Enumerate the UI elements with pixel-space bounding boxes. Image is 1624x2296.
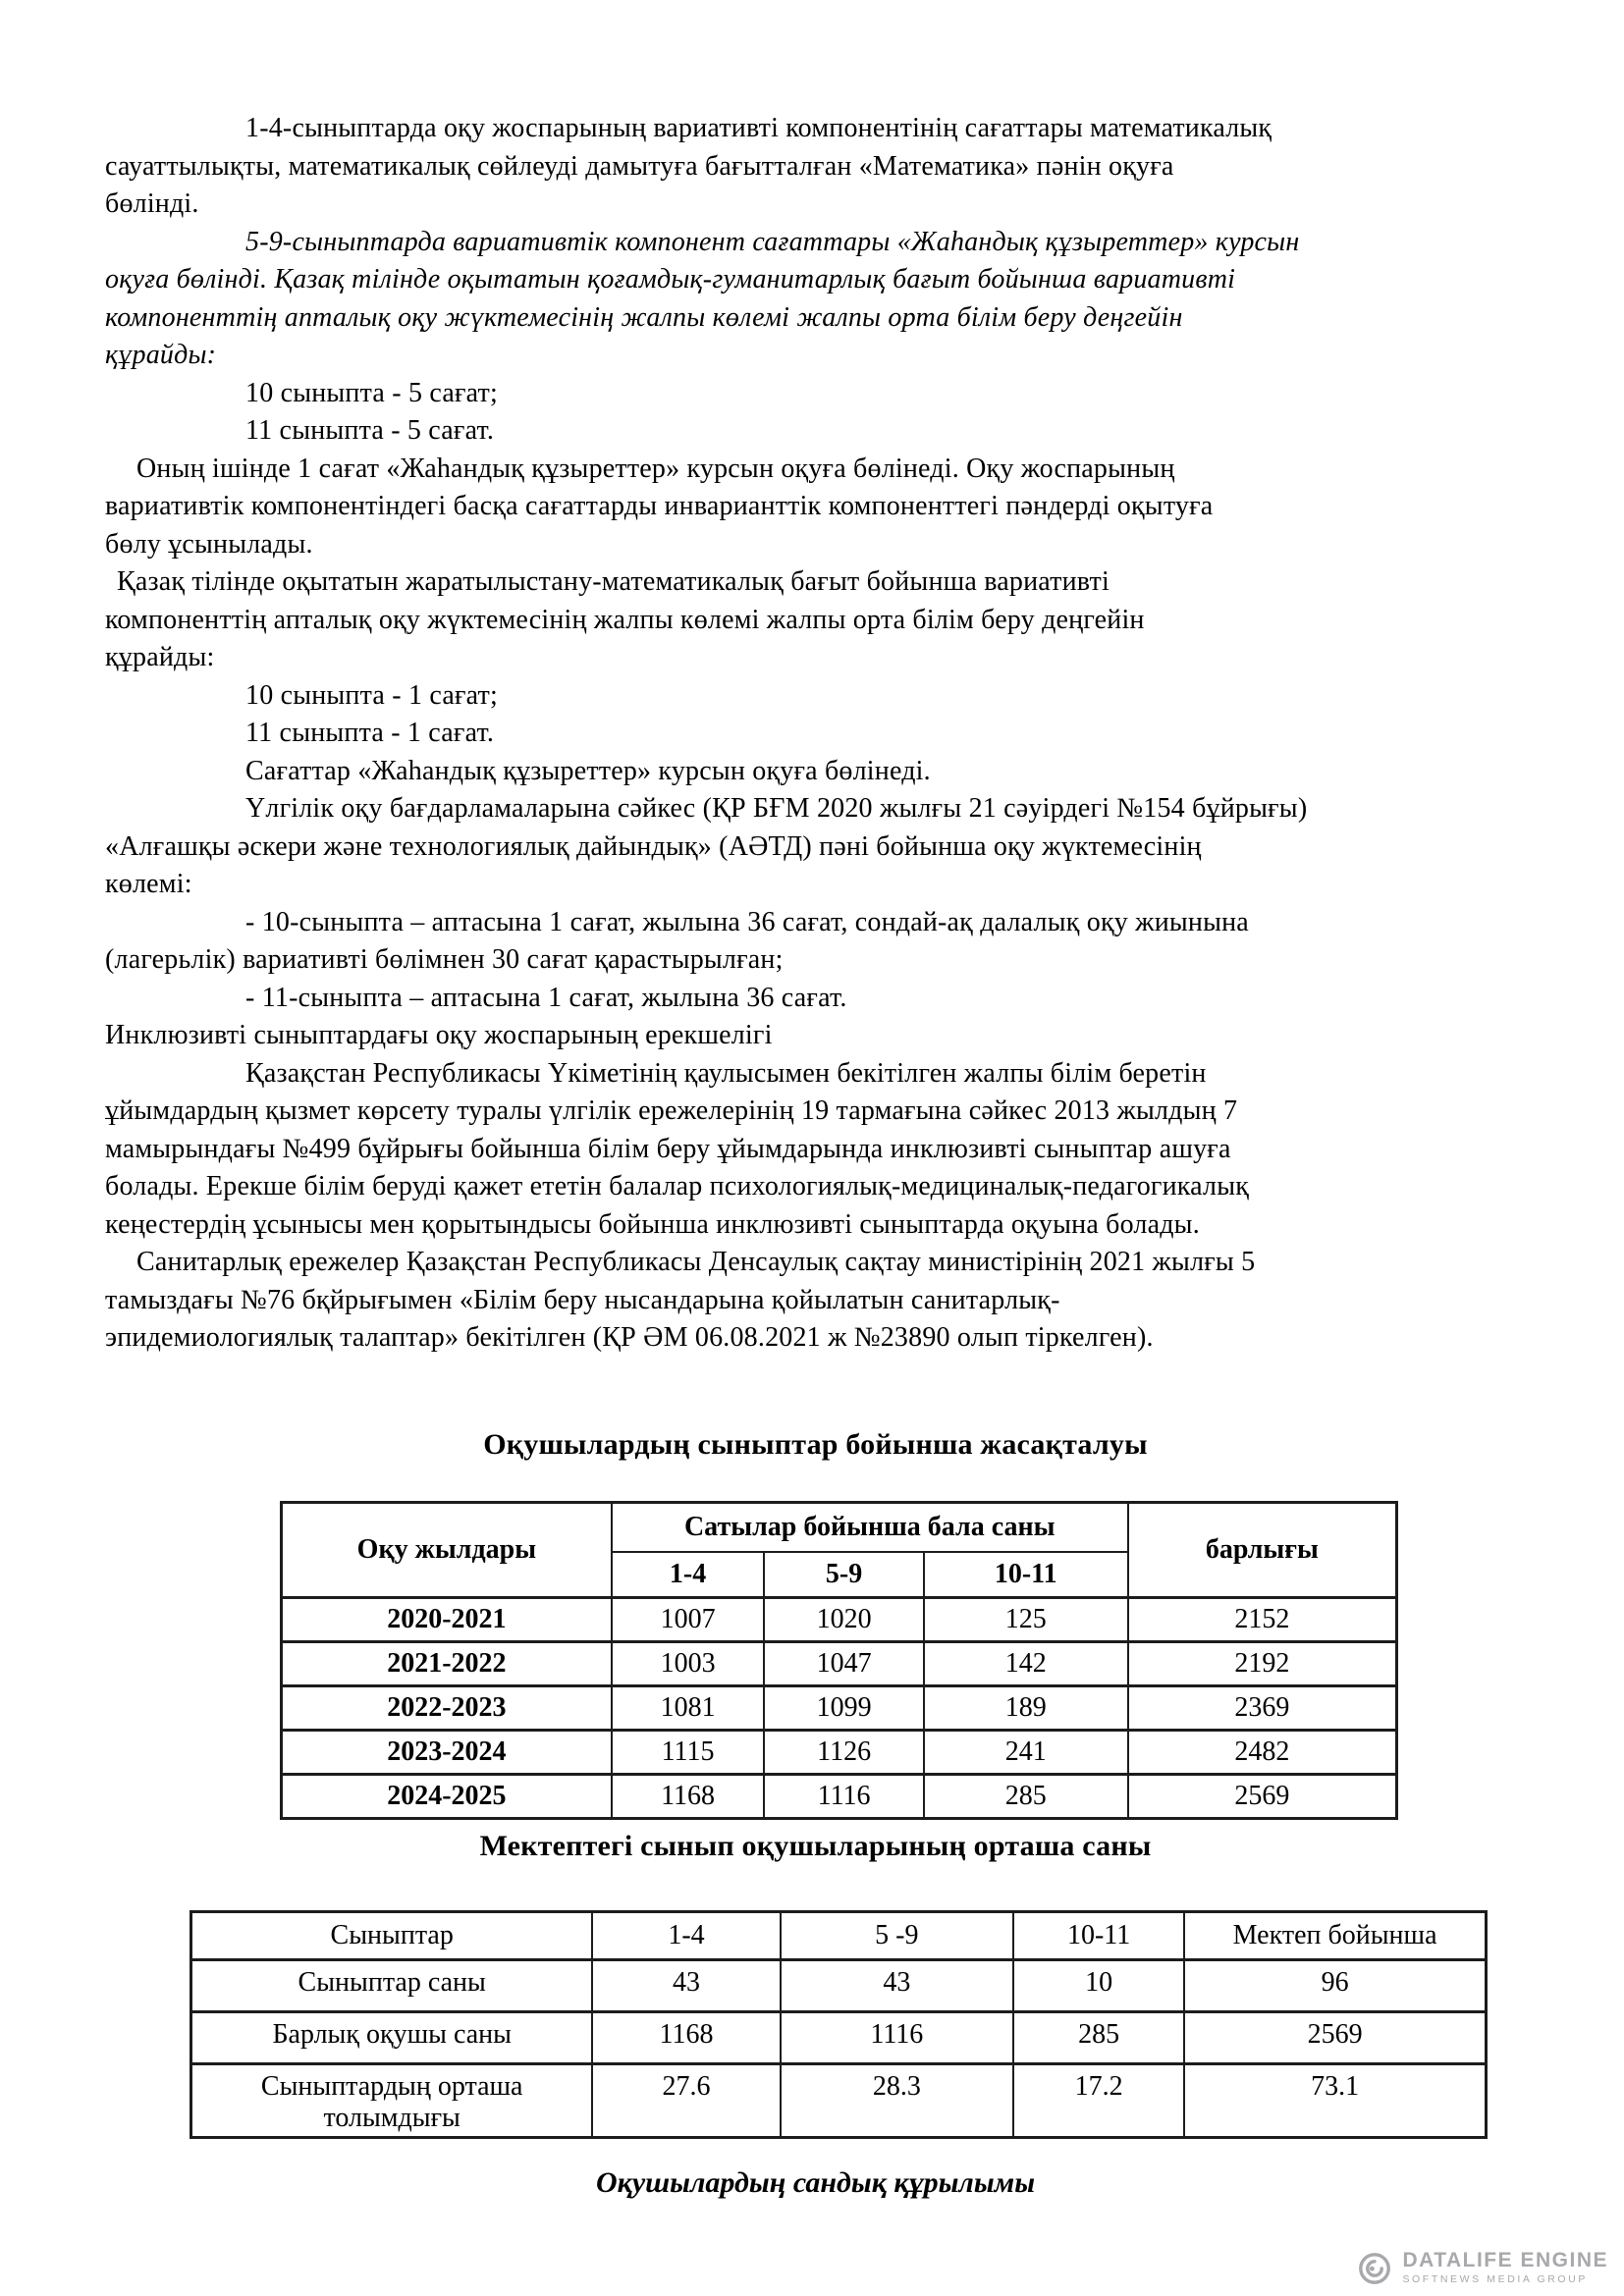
text-line: - 10-сыныпта – аптасына 1 сағат, жылына 36 сағат, сондай-ақ далалық оқу жиынына — [245, 906, 1249, 937]
text-line: 10 сыныпта - 5 сағат; — [245, 377, 498, 408]
value-cell: 2569 — [1128, 1774, 1397, 1818]
text-line: 5-9-сыныптарда вариативтік компонент сағаттары «Жаһандық құзыреттер» курсын — [245, 226, 1300, 257]
table-row — [282, 1641, 1397, 1685]
text-line: ұйымдардың қызмет көрсету туралы үлгілік ережелерінің 19 тармағына сәйкес 2013 жылдың 7 — [105, 1095, 1238, 1126]
value-cell: 73.1 — [1184, 2063, 1486, 2137]
page-content — [105, 110, 1526, 2200]
body-text — [105, 110, 1526, 1358]
value-cell: 125 — [924, 1597, 1128, 1641]
table-row — [282, 1730, 1397, 1774]
value-cell: 241 — [924, 1730, 1128, 1774]
value-cell: 1116 — [764, 1774, 923, 1818]
table-row — [191, 2063, 1487, 2137]
value-cell: 2152 — [1128, 1597, 1397, 1641]
text-line: компоненттің апталық оқу жүктемесінің жалпы көлемі жалпы орта білім беру деңгейін — [105, 301, 1183, 333]
row-label-cell: 2024-2025 — [282, 1774, 612, 1818]
text-line: 11 сыныпта - 5 сағат. — [245, 415, 495, 446]
value-cell: 1126 — [764, 1730, 923, 1774]
value-cell: 10 — [1013, 1959, 1184, 2011]
value-cell: 2369 — [1128, 1685, 1397, 1730]
value-cell: 1116 — [781, 2011, 1013, 2063]
students-structure-caption: Оқушылардың сандық құрылымы — [595, 2165, 1036, 2199]
text-line: эпидемиологиялық талаптар» бекітілген (ҚР ӘМ 06.08.2021 ж №23890 олып тіркелген). — [105, 1322, 1154, 1353]
value-cell: 1007 — [612, 1597, 765, 1641]
class-average-table — [189, 1910, 1488, 2139]
text-line: кеңестердің ұсынысы мен қорытындысы бойынша инклюзивті сыныптарда оқуына болады. — [105, 1208, 1200, 1240]
table2-body — [191, 1959, 1487, 2137]
text-line: 11 сыныпта - 1 сағат. — [245, 718, 495, 748]
text-line: мамырындағы №499 бұйрығы бойынша білім беру ұйымдарында инклюзивті сыныптар ашуға — [105, 1133, 1231, 1164]
value-cell: 1047 — [764, 1641, 923, 1685]
value-cell: 17.2 — [1013, 2063, 1184, 2137]
value-cell: 1168 — [612, 1774, 765, 1818]
text-line: вариативтік компонентіндегі басқа сағаттарды инварианттік компоненттегі пәндерді оқытуға — [105, 491, 1214, 521]
datalife-logo-icon — [1357, 2251, 1392, 2286]
row-label-cell: 2020-2021 — [282, 1597, 612, 1641]
value-cell: 43 — [592, 1959, 780, 2011]
column-header-total: барлығы — [1128, 1502, 1397, 1597]
watermark-text — [1402, 2250, 1608, 2286]
value-cell: 1003 — [612, 1641, 765, 1685]
value-cell: 2482 — [1128, 1730, 1397, 1774]
value-cell: 96 — [1184, 1959, 1486, 2011]
text-line: бөлінді. — [105, 188, 199, 219]
table-row — [282, 1774, 1397, 1818]
text-line: тамыздағы №76 бқйрығымен «Білім беру нысандарына қойылатын санитарлық- — [105, 1284, 1060, 1315]
table-header-row — [191, 1911, 1487, 1959]
value-cell: 1081 — [612, 1685, 765, 1730]
table-row — [191, 1959, 1487, 2011]
watermark-subtitle: SOFTNEWS MEDIA GROUP — [1402, 2273, 1588, 2285]
value-cell: 1099 — [764, 1685, 923, 1730]
row-label-cell: 2023-2024 — [282, 1730, 612, 1774]
value-cell: 142 — [924, 1641, 1128, 1685]
column-header-5-9: 5 -9 — [781, 1911, 1013, 1959]
table-row — [191, 2011, 1487, 2063]
table1-title: Оқушылардың сыныптар бойынша жасақталуы — [483, 1427, 1148, 1461]
text-line: Үлгілік оқу бағдарламаларына сәйкес (ҚР БҒМ 2020 жылғы 21 сәуірдегі №154 бұйрығы) — [245, 793, 1308, 824]
column-header-1-4: 1-4 — [592, 1911, 780, 1959]
text-line: құрайды: — [105, 642, 215, 672]
row-label-cell: Сыныптардың орташа толымдығы — [191, 2063, 593, 2137]
value-cell: 285 — [1013, 2011, 1184, 2063]
value-cell: 28.3 — [781, 2063, 1013, 2137]
value-cell: 2192 — [1128, 1641, 1397, 1685]
column-header-5-9: 5-9 — [764, 1552, 923, 1598]
column-header-classes: Сыныптар — [191, 1911, 593, 1959]
text-line: 1-4-сыныптарда оқу жоспарының вариативті компонентінің сағаттары математикалық — [245, 113, 1272, 143]
text-line: көлемі: — [105, 869, 192, 899]
text-line: Оның ішінде 1 сағат «Жаһандық құзыреттер» курсын оқуға бөлінеді. Оқу жоспарының — [136, 453, 1175, 484]
table2-title: Мектептегі сынып оқушыларының орташа саны — [479, 1829, 1152, 1862]
value-cell: 285 — [924, 1774, 1128, 1818]
column-header-10-11: 10-11 — [1013, 1911, 1184, 1959]
column-header-years: Оқу жылдары — [282, 1502, 612, 1597]
text-line: болады. Ерекше білім беруді қажет ететін балалар психологиялық-медициналық-педагогикалық — [105, 1171, 1250, 1201]
row-label-cell: Барлық оқушы саны — [191, 2011, 593, 2063]
value-cell: 189 — [924, 1685, 1128, 1730]
text-line: «Алғашқы әскери және технологиялық дайындық» (АӘТД) пәні бойынша оқу жүктемесінің — [105, 830, 1202, 862]
text-line: Сағаттар «Жаһандық құзыреттер» курсын оқуға бөлінеді. — [245, 755, 931, 786]
column-header-10-11: 10-11 — [924, 1552, 1128, 1598]
text-line: (лагерьлік) вариативті бөлімнен 30 сағат қарастырылған; — [105, 944, 784, 975]
text-line: Қазақ тілінде оқытатын жаратылыстану-математикалық бағыт бойынша вариативті — [117, 566, 1110, 597]
text-line: құрайды: — [105, 340, 217, 370]
text-line: Қазақстан Республикасы Үкіметінің қаулысымен бекітілген жалпы білім беретін — [245, 1057, 1207, 1089]
column-header-group: Сатылар бойынша бала саны — [612, 1502, 1128, 1552]
text-line: сауаттылықты, математикалық сөйлеуді дамытуға бағытталған «Математика» пәнін оқуға — [105, 150, 1174, 182]
table-row — [282, 1685, 1397, 1730]
value-cell: 2569 — [1184, 2011, 1486, 2063]
text-line: оқуға бөлінді. Қазақ тілінде оқытатын қоғамдық-гуманитарлық бағыт бойынша вариативті — [105, 264, 1236, 294]
text-line: - 11-сыныпта – аптасына 1 сағат, жылына 36 сағат. — [245, 982, 847, 1013]
text-line: Инклюзивті сыныптардағы оқу жоспарының ерекшелігі — [105, 1020, 773, 1050]
column-header-school: Мектеп бойынша — [1184, 1911, 1486, 1959]
value-cell: 1168 — [592, 2011, 780, 2063]
datalife-watermark — [1357, 2250, 1608, 2286]
text-line: бөлу ұсынылады. — [105, 528, 313, 560]
students-by-grade-table — [280, 1501, 1398, 1820]
table-header-row — [282, 1502, 1397, 1552]
row-label-cell: 2021-2022 — [282, 1641, 612, 1685]
text-line: компоненттің апталық оқу жүктемесінің жалпы көлемі жалпы орта білім беру деңгейін — [105, 604, 1145, 635]
watermark-brand: DATALIFE ENGINE — [1402, 2249, 1608, 2271]
value-cell: 1020 — [764, 1597, 923, 1641]
column-header-1-4: 1-4 — [612, 1552, 765, 1598]
value-cell: 1115 — [612, 1730, 765, 1774]
value-cell: 27.6 — [592, 2063, 780, 2137]
text-line: 10 сыныпта - 1 сағат; — [245, 679, 498, 711]
value-cell: 43 — [781, 1959, 1013, 2011]
row-label-cell: 2022-2023 — [282, 1685, 612, 1730]
table-row — [282, 1597, 1397, 1641]
text-line: Санитарлық ережелер Қазақстан Республикасы Денсаулық сақтау министірінің 2021 жылғы 5 — [136, 1247, 1256, 1277]
row-label-cell: Сыныптар саны — [191, 1959, 593, 2011]
table1-body — [282, 1597, 1397, 1818]
